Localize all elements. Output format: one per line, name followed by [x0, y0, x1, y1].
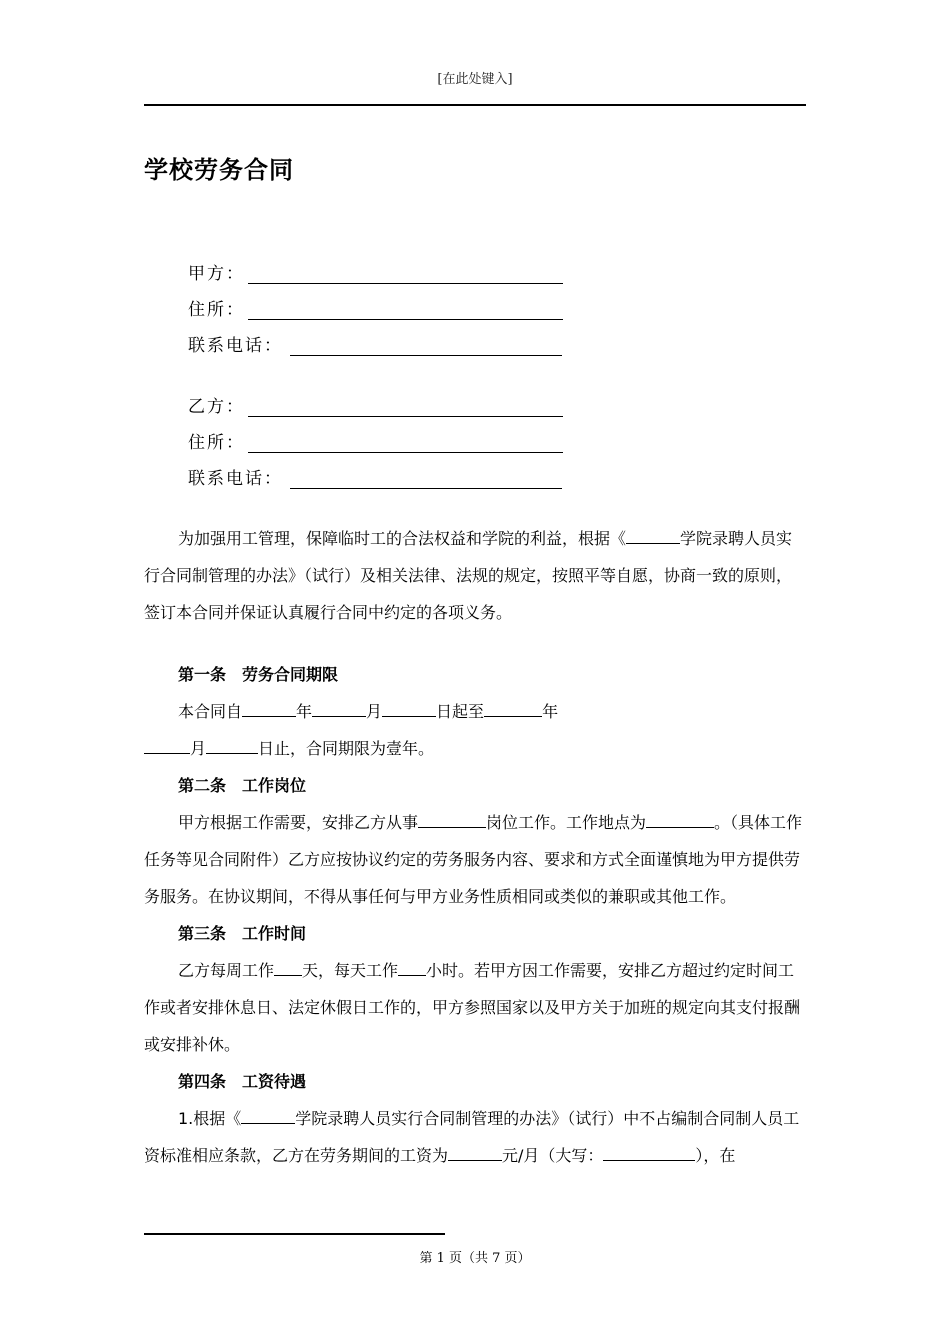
end-month-blank[interactable] — [144, 735, 190, 754]
article-1-part-6: 月 — [190, 739, 207, 758]
position-blank[interactable] — [418, 809, 486, 828]
salary-in-words-blank[interactable] — [603, 1142, 695, 1161]
party-a-phone-row — [188, 333, 283, 359]
article-1-heading: 第一条 劳务合同期限 — [178, 665, 339, 684]
intro-text — [144, 520, 806, 631]
party-a-name-row — [188, 261, 245, 287]
work-location-blank[interactable] — [646, 809, 714, 828]
party-b-address-label: 住所： — [188, 433, 245, 453]
article-2-text — [144, 804, 806, 915]
party-a-name-blank[interactable] — [248, 283, 563, 284]
party-b-address-row — [188, 430, 245, 456]
start-month-blank[interactable] — [312, 698, 366, 717]
salary-amount-blank[interactable] — [448, 1142, 502, 1161]
article-4-part-4: ），在 — [695, 1146, 736, 1165]
article-1-part-1: 本合同自 — [178, 702, 243, 721]
document-title: 学校劳务合同 — [144, 156, 294, 184]
party-a-phone-blank[interactable] — [290, 355, 562, 356]
party-b-phone-row — [188, 466, 283, 492]
article-2-part-1: 甲方根据工作需要，安排乙方从事 — [178, 813, 419, 832]
party-b-name-label: 乙方： — [188, 397, 245, 417]
end-day-blank[interactable] — [206, 735, 258, 754]
article-1-part-2: 年 — [296, 702, 313, 721]
hours-per-day-blank[interactable] — [398, 957, 426, 976]
article-2-part-2: 岗位工作。工作地点为 — [486, 813, 647, 832]
party-b-phone-blank[interactable] — [290, 488, 562, 489]
party-b-phone-label: 联系电话： — [188, 469, 283, 489]
party-b-name-blank[interactable] — [248, 416, 563, 417]
party-a-address-row — [188, 297, 245, 323]
article-1-text — [144, 693, 806, 730]
article-4-part-3: 元/月（大写： — [502, 1146, 604, 1165]
article-3-part-1: 乙方每周工作 — [178, 961, 275, 980]
article-1-part-7: 日止，合同期限为壹年。 — [258, 739, 435, 758]
institution-name-blank[interactable] — [626, 525, 680, 544]
article-2-heading: 第二条 工作岗位 — [178, 776, 307, 795]
start-year-blank[interactable] — [242, 698, 296, 717]
article-3-text — [144, 952, 806, 1063]
party-a-name-label: 甲方： — [188, 264, 245, 284]
article-4-heading: 第四条 工资待遇 — [178, 1072, 307, 1091]
article-4-text — [144, 1100, 806, 1174]
article-3-heading: 第三条 工作时间 — [178, 924, 307, 943]
article-2-part-3: 。（具体工作任务等见合同附件）乙方应按协议约定的劳务服务内容、要求和方式全面谨慎地为甲方提供劳务服务。在协议期间，不得从事任何与甲方业务性质相同或类似的兼职或其他工作。 — [144, 813, 803, 906]
article-3-part-2: 天，每天工作 — [302, 961, 399, 980]
article-1-part-3: 月 — [366, 702, 383, 721]
party-a-phone-label: 联系电话： — [188, 336, 283, 356]
intro-text-part-2: 学院录聘人员实行合同制管理的办法》（试行）及相关法律、法规的规定，按照平等自愿，协商一致的原则，签订本合同并保证认真履行合同中约定的各项义务。 — [144, 529, 793, 622]
footer-divider — [144, 1233, 445, 1235]
intro-paragraph — [144, 520, 806, 631]
article-1-part-5: 年 — [542, 702, 559, 721]
institution-name-blank-2[interactable] — [241, 1105, 295, 1124]
end-year-blank[interactable] — [484, 698, 542, 717]
article-3-part-3: 小时。若甲方因工作需要，安排乙方超过约定时间工作或者安排休息日、法定休假日工作的，甲方参照国家以及甲方关于加班的规定向其支付报酬或安排补休。 — [144, 961, 801, 1054]
page-number: 第 1 页（共 7 页） — [419, 1251, 531, 1266]
article-4-part-1: 1.根据《 — [178, 1109, 242, 1128]
party-a-address-label: 住所： — [188, 300, 245, 320]
party-a-address-blank[interactable] — [248, 319, 563, 320]
page-header[interactable]: [在此处键入] — [437, 72, 513, 87]
articles-body — [144, 656, 806, 1174]
intro-text-part-1: 为加强用工管理，保障临时工的合法权益和学院的利益，根据《 — [178, 529, 627, 548]
header-divider — [144, 104, 806, 106]
article-4-part-2: 学院录聘人员实行合同制管理的办法》（试行）中不占编制合同制人员工资标准相应条款，乙方在劳务期间的工资为 — [144, 1109, 800, 1165]
article-1-text-continued — [144, 730, 806, 767]
party-b-name-row — [188, 394, 245, 420]
start-day-blank[interactable] — [382, 698, 436, 717]
party-b-address-blank[interactable] — [248, 452, 563, 453]
days-per-week-blank[interactable] — [274, 957, 302, 976]
article-1-part-4: 日起至 — [436, 702, 485, 721]
